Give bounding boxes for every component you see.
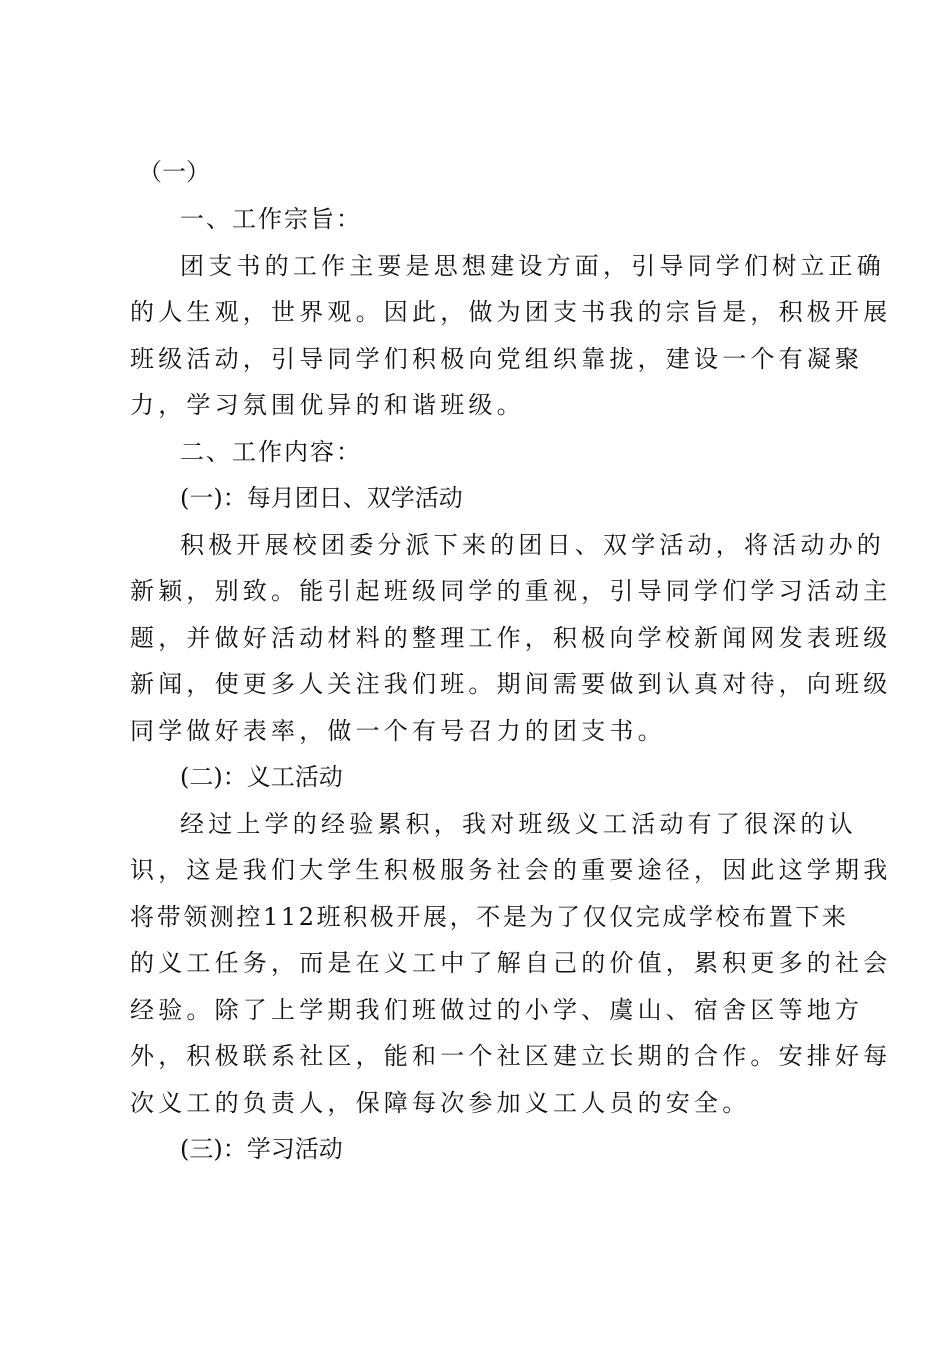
item-2-line-7: 次义工的负责人，保障每次参加义工人员的安全。 <box>130 1089 751 1117</box>
section-1-line-3: 班级活动，引导同学们积极向党组织靠拢，建设一个有凝聚 <box>130 345 864 373</box>
item-1-line-4: 新闻，使更多人关注我们班。期间需要做到认真对待，向班级 <box>130 670 892 698</box>
item-2-line-6: 外，积极联系社区，能和一个社区建立长期的合作。安排好每 <box>130 1042 892 1070</box>
item-2-line-1: 经过上学的经验累积，我对班级义工活动有了很深的认 <box>180 810 857 838</box>
section-1-line-1: 团支书的工作主要是思想建设方面，引导同学们树立正确 <box>180 252 885 280</box>
document-heading: （一） <box>138 158 210 186</box>
section-1-line-4: 力，学习氛围优异的和谐班级。 <box>130 391 525 419</box>
item-2-title: (二)：义工活动 <box>180 763 343 791</box>
section-1-line-2: 的人生观，世界观。因此，做为团支书我的宗旨是，积极开展 <box>130 298 892 326</box>
item-2-line-2: 识，这是我们大学生积极服务社会的重要途径，因此这学期我 <box>130 856 892 884</box>
item-1-line-3: 题，并做好活动材料的整理工作，积极向学校新闻网发表班级 <box>130 624 892 652</box>
item-2-line-5: 经验。除了上学期我们班做过的小学、虞山、宿舍区等地方 <box>130 996 864 1024</box>
item-1-line-5: 同学做好表率，做一个有号召力的团支书。 <box>130 717 666 745</box>
item-1-line-1: 积极开展校团委分派下来的团日、双学活动，将活动办的 <box>180 531 885 559</box>
section-2-title: 二、工作内容： <box>180 438 362 466</box>
item-1-line-2: 新颖，别致。能引起班级同学的重视，引导同学们学习活动主 <box>130 577 892 605</box>
item-2-line-3: 将带领测控112班积极开展，不是为了仅仅完成学校布置下来 <box>130 903 849 931</box>
item-2-line-4: 的义工任务，而是在义工中了解自己的价值，累积更多的社会 <box>130 949 892 977</box>
item-1-title: (一)：每月团日、双学活动 <box>180 484 463 512</box>
item-3-title: (三)：学习活动 <box>180 1135 343 1163</box>
section-1-title: 一、工作宗旨： <box>180 205 362 233</box>
